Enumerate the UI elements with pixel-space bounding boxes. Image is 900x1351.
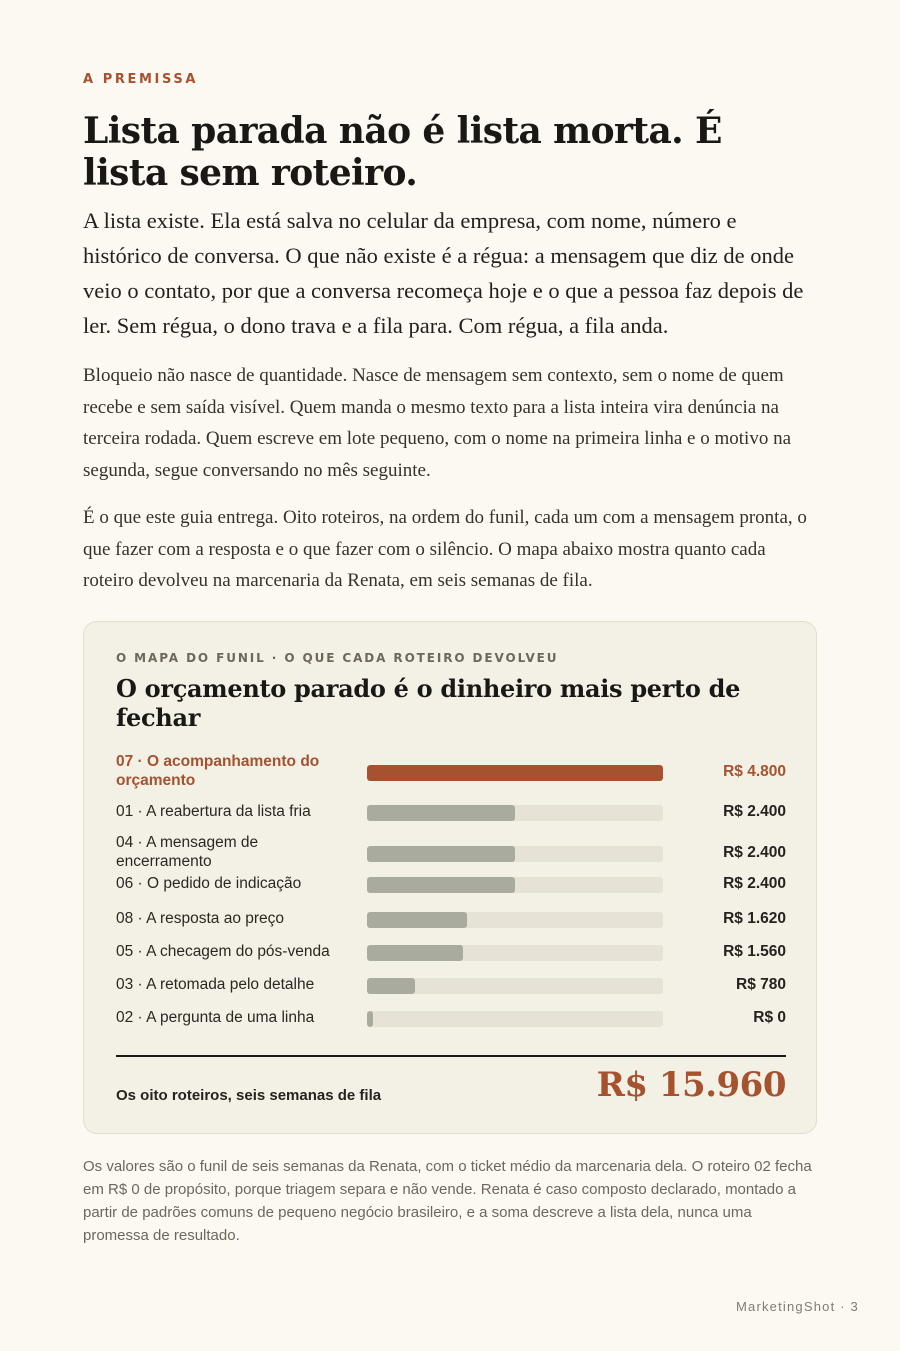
total-divider: [116, 1055, 786, 1057]
chart-bar-track: [367, 877, 663, 893]
chart-category-label: 05 · A checagem do pós-venda: [116, 943, 330, 960]
chart-row: [116, 942, 786, 961]
chart-category-label: 02 · A pergunta de uma linha: [116, 1009, 315, 1026]
chart-value-label: R$ 4.800: [723, 763, 786, 780]
page-headline: Lista parada não é lista morta. É lista sem roteiro.: [83, 110, 722, 194]
total-label: Os oito roteiros, seis semanas de fila: [116, 1087, 382, 1104]
funnel-map-card: [83, 621, 817, 1134]
chart-bar-track: [367, 1011, 663, 1027]
chart-value-label: R$ 2.400: [723, 844, 786, 861]
chart-value-label: R$ 2.400: [723, 874, 786, 892]
chart-bar-track: [367, 912, 663, 928]
chart-row: [116, 833, 786, 873]
footnote: Os valores são o funil de seis semanas da Renata, com o ticket médio da marcenaria dela. O roteiro 02 fecha em R$ 0 de propósito, porque triagem separa e não vende. Renata é caso composto declarado, montado a partir de padrões comuns de pequeno negócio brasileiro, e a soma descreve a lista dela, nunca uma promessa de resultado.: [83, 1158, 812, 1244]
body-paragraph-2: É o que este guia entrega. Oito roteiros, na ordem do funil, cada um com a mensagem pronta, o que fazer com a resposta e o que fazer com o silêncio. O mapa abaixo mostra quanto cada roteiro devolveu na marcenaria da Renata, em seis semanas de fila.: [83, 507, 807, 591]
chart-bar-track: [367, 765, 663, 781]
chart-category-label: 04 · A mensagem de encerramento: [116, 834, 259, 870]
chart-bar: [367, 877, 515, 893]
chart-bar-track: [367, 805, 663, 821]
chart-row: [116, 802, 786, 821]
chart-bar: [367, 978, 415, 994]
chart-bar: [367, 912, 467, 928]
total-value: R$ 15.960: [596, 1065, 786, 1105]
chart-row: [116, 874, 786, 893]
chart-bar: [367, 945, 463, 961]
page-folio: MarketingShot · 3: [735, 1299, 859, 1314]
chart-bar: [367, 765, 663, 781]
chart-row: [116, 909, 786, 928]
chart-value-label: R$ 0: [753, 1008, 786, 1026]
chart-value-label: R$ 2.400: [723, 802, 786, 820]
chart-category-label: 01 · A reabertura da lista fria: [116, 803, 311, 820]
chart-bar: [367, 846, 515, 862]
chart-bar-track: [367, 978, 663, 994]
chart-bar: [367, 1011, 373, 1027]
chart-value-label: R$ 780: [736, 975, 786, 993]
chart-category-label: 08 · A resposta ao preço: [116, 910, 285, 927]
section-eyebrow: A PREMISSA: [83, 72, 198, 87]
chart-row: [116, 1008, 786, 1027]
chart-category-label: 06 · O pedido de indicação: [116, 875, 302, 892]
card-title: O orçamento parado é o dinheiro mais perto de fechar: [116, 674, 741, 732]
card-eyebrow: O MAPA DO FUNIL · O QUE CADA ROTEIRO DEVOLVEU: [116, 651, 559, 665]
body-paragraph-1: Bloqueio não nasce de quantidade. Nasce de mensagem sem contexto, sem o nome de quem recebe e sem saída visível. Quem manda o mesmo texto para a lista inteira vira denúncia na terceira rodada. Quem escreve em lote pequeno, com o nome na primeira linha e o motivo na segunda, segue conversando no mês seguinte.: [83, 365, 792, 481]
chart-row: [116, 752, 786, 792]
chart-value-label: R$ 1.620: [723, 909, 786, 927]
chart-category-label: 07 · O acompanhamento do orçamento: [116, 753, 320, 789]
lead-paragraph: A lista existe. Ela está salva no celular da empresa, com nome, número e histórico de conversa. O que não existe é a régua: a mensagem que diz de onde veio o contato, por que a conversa recomeça hoje e o que a pessoa faz depois de ler. Sem régua, o dono trava e a fila para. Com régua, a fila anda.: [83, 208, 804, 338]
chart-bar-track: [367, 945, 663, 961]
chart-bar-track: [367, 846, 663, 862]
chart-row: [116, 975, 786, 994]
chart-value-label: R$ 1.560: [723, 942, 786, 960]
chart-bar: [367, 805, 515, 821]
chart-category-label: 03 · A retomada pelo detalhe: [116, 976, 315, 993]
